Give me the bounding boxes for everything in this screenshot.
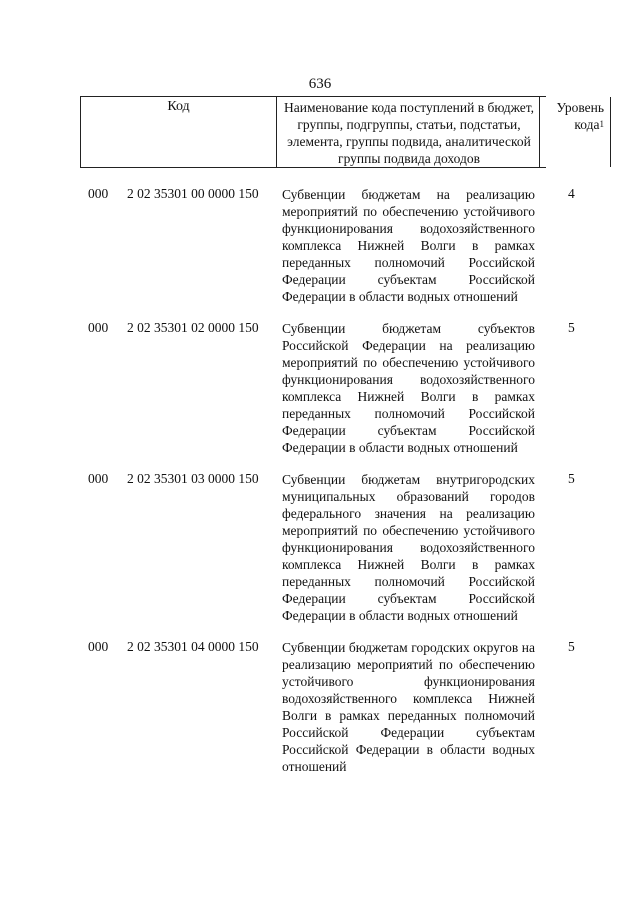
row-admin-code: 000 xyxy=(88,639,109,654)
header-code-cell xyxy=(80,97,276,167)
table-header xyxy=(80,96,604,168)
header-name-label: Наименование кода поступлений в бюджет, группы, подгруппы, статьи, подстатьи, элемента, группы подвида, аналитической группы подвида доходов xyxy=(283,100,534,166)
row-income-code: 2 02 35301 03 0000 150 xyxy=(127,471,259,486)
row-name: Субвенции бюджетам городских округов на реализацию мероприятий по обеспечению устойчивого функционирования водохозяйственного комплекса Нижней Волги в рамках переданных полномочий Российской Федерации субъектам Российской Федерации в области водных отношений xyxy=(282,640,535,774)
row-income-code: 2 02 35301 00 0000 150 xyxy=(127,186,259,201)
row-name: Субвенции бюджетам субъектов Российской Федерации на реализацию мероприятий по обеспечению устойчивого функционирования водохозяйственного комплекса Нижней Волги в рамках переданных полномочий Российской Федерации субъектам Российской Федерации в области водных отношений xyxy=(282,321,535,455)
row-level: 5 xyxy=(568,471,575,486)
row-admin-code: 000 xyxy=(88,186,109,201)
row-level: 5 xyxy=(568,320,575,335)
row-admin-code: 000 xyxy=(88,320,109,335)
header-level-label-wrap xyxy=(540,99,610,133)
row-name: Субвенции бюджетам внутригородских муниципальных образований городов федерального значения на реализацию мероприятий по обеспечению устойчивого функционирования водохозяйственного комплекса Нижней Волги в рамках переданных полномочий Российской Федерации субъектам Российской Федерации в области водных отношений xyxy=(282,472,535,623)
row-level: 5 xyxy=(568,639,575,654)
header-code-label: Код xyxy=(167,99,190,114)
header-level-label: Уровень кода xyxy=(556,100,604,132)
row-income-code: 2 02 35301 02 0000 150 xyxy=(127,320,259,335)
row-level: 4 xyxy=(568,186,575,201)
row-name: Субвенции бюджетам на реализацию мероприятий по обеспечению устойчивого функционирования водохозяйственного комплекса Нижней Волги в рамках переданных полномочий Российской Федерации субъектам Российской Федерации в области водных отношений xyxy=(282,187,535,304)
page-number: 636 xyxy=(308,76,332,92)
header-name-cell xyxy=(276,97,539,167)
row-admin-code: 000 xyxy=(88,471,109,486)
header-level-cell xyxy=(539,97,611,167)
row-income-code: 2 02 35301 04 0000 150 xyxy=(127,639,259,654)
header-level-footnote: 1 xyxy=(599,119,604,129)
